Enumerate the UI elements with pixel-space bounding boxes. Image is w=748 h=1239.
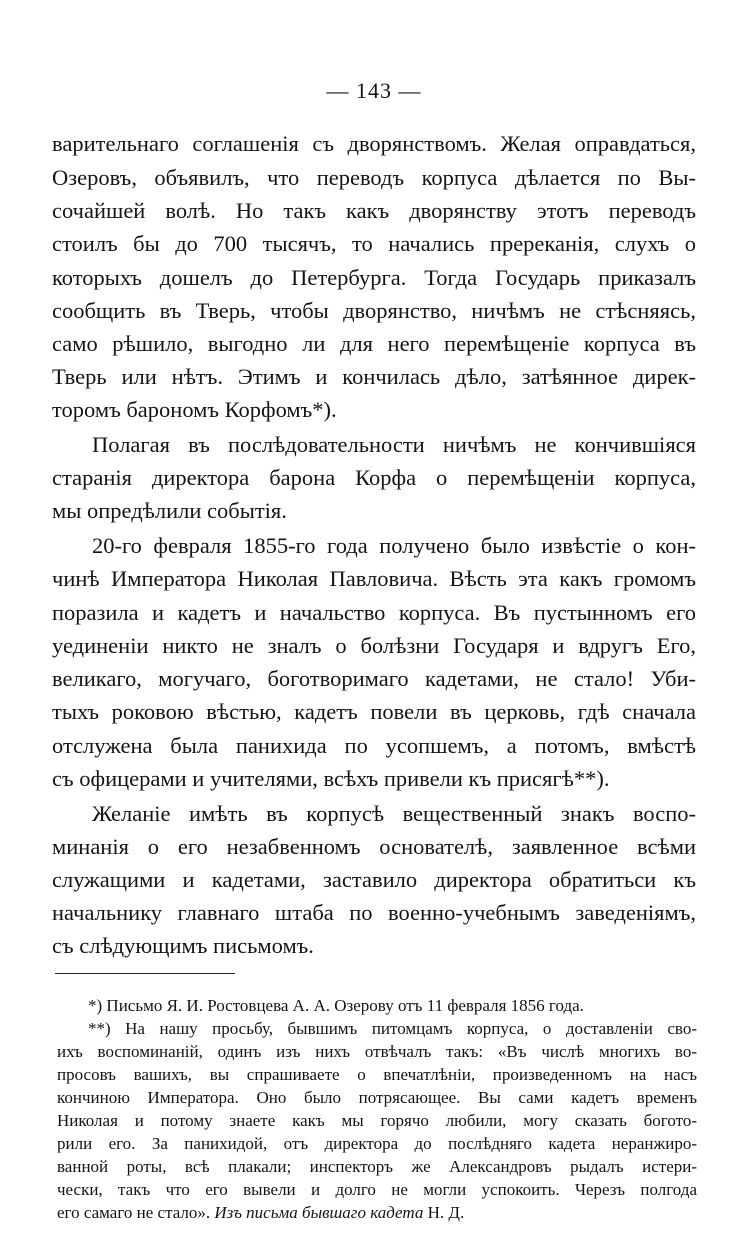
footnote-line: *) Письмо Я. И. Ростовцева А. А. Озерову отъ 11 февраля 1856 года. [88, 996, 584, 1015]
text-line: сочайшей волѣ. Но такъ какъ дворянству этотъ переводъ [52, 198, 696, 223]
text-line: отслужена была панихида по усопшемъ, а потомъ, вмѣстѣ [52, 733, 696, 758]
page-number: — 143 — [326, 78, 422, 103]
text-line: поразила и кадетъ и начальство корпуса. Въ пустынномъ его [52, 600, 696, 625]
footnote-source-name: Н. Д. [427, 1203, 465, 1222]
text-line: тыхъ роковою вѣстью, кадетъ повели въ церковь, гдѣ сначала [52, 699, 696, 724]
text-line: чинѣ Императора Николая Павловича. Вѣсть эта какъ громомъ [52, 566, 696, 591]
text-line: 20-го февраля 1855-го года получено было извѣстіе о кон- [92, 533, 696, 558]
text-line: минанія о его незабвенномъ основателѣ, заявленное всѣми [52, 834, 696, 859]
text-line: великаго, могучаго, боготворимаго кадетами, не стало! Уби- [52, 666, 696, 691]
footnote-line: рили его. За панихидой, отъ директора до послѣдняго кадета неранжиро- [57, 1134, 697, 1153]
footnote-line-last [57, 1202, 697, 1225]
footnote-line: кончиною Императора. Оно было потрясающее. Вы сами кадетъ временъ [57, 1088, 697, 1107]
footnote-source: Изъ письма бывшаго кадета [214, 1203, 424, 1222]
text-line: съ слѣдующимъ письмомъ. [52, 933, 314, 958]
footnote-divider [55, 973, 235, 974]
text-line: служащими и кадетами, заставило директора обратитьси къ [52, 867, 696, 892]
text-line: варительнаго соглашенія съ дворянствомъ. Желая оправдаться, [52, 131, 696, 156]
footnote-line: просовъ вашихъ, вы спрашиваете о впечатлѣніи, произведенномъ на насъ [57, 1065, 697, 1084]
text-line: которыхъ дошелъ до Петербурга. Тогда Государь приказалъ [52, 265, 696, 290]
footnote-line: ихъ воспоминаній, одинъ изъ нихъ отвѣчалъ такъ: «Въ числѣ многихъ во- [57, 1042, 697, 1061]
text-line: торомъ барономъ Корфомъ*). [52, 397, 337, 422]
footnote-line: ванной роты, всѣ плакали; инспекторъ же Александровъ рыдалъ истери- [57, 1157, 697, 1176]
footnote-quote-end: его самаго не стало». [57, 1203, 211, 1222]
footnote-line: чески, такъ что его вывели и долго не могли успокоить. Черезъ полгода [57, 1180, 697, 1199]
text-line: сообщить въ Тверь, чтобы дворянство, ничѣмъ не стѣсняясь, [52, 298, 696, 323]
text-line: Тверь или нѣтъ. Этимъ и кончилась дѣло, затѣянное дирек- [52, 364, 696, 389]
text-line: начальнику главнаго штаба по военно-учебнымъ заведеніямъ, [52, 900, 696, 925]
text-line: Желаніе имѣть въ корпусѣ вещественный знакъ воспо- [92, 801, 696, 826]
text-line: старанія директора барона Корфа о перемѣщеніи корпуса, [52, 465, 696, 490]
text-line: Полагая въ послѣдовательности ничѣмъ не кончившіяся [92, 432, 696, 457]
text-line: мы опредѣлили событія. [52, 498, 287, 523]
footnote-line: **) На нашу просьбу, бывшимъ питомцамъ корпуса, о доставленіи сво- [88, 1019, 697, 1038]
text-line: стоилъ бы до 700 тысячъ, то начались пререканія, слухъ о [52, 231, 696, 256]
text-line: само рѣшило, выгодно ли для него перемѣщеніе корпуса въ [52, 331, 696, 356]
text-line: Озеровъ, объявилъ, что переводъ корпуса дѣлается по Вы- [52, 165, 696, 190]
footnote-line: Николая и потому знаете какъ мы горячо любили, могу сказать богото- [57, 1111, 697, 1130]
text-line: съ офицерами и учителями, всѣхъ привели къ присягѣ**). [52, 766, 610, 791]
text-line: уединеніи никто не зналъ о болѣзни Государя и вдругъ Его, [52, 633, 696, 658]
